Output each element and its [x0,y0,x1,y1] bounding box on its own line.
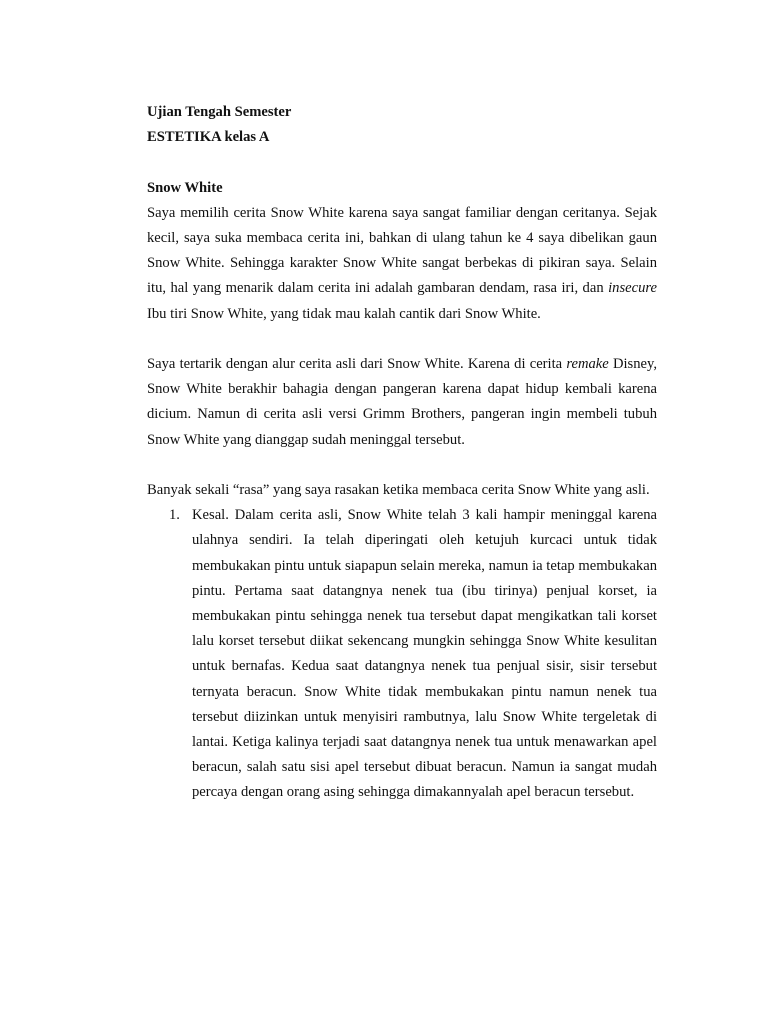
paragraph-3: Banyak sekali “rasa” yang saya rasakan ketika membaca cerita Snow White yang asli. [147,482,650,498]
spacer [147,150,657,175]
paragraph-2-text-a: Saya tertarik dengan alur cerita asli dari Snow White. Karena di cerita [147,356,567,372]
paragraph-1-italic: insecure [608,280,657,297]
paragraph-2-italic: remake [566,356,609,372]
course-title: ESTETIKA kelas A [147,129,270,146]
document-page [147,100,657,806]
list-item-number: 1. [169,507,180,524]
paragraph-2-text-b: Disney, Snow White berakhir bahagia dengan pangeran karena dapat hidup kembali karena dicium. Namun di cerita asli versi Grimm Brothers, pangeran ingin membeli tubuh Snow White yang dianggap sudah meninggal tersebut. [147,356,657,448]
paragraph-1 [147,201,657,327]
numbered-list [147,503,657,805]
exam-title: Ujian Tengah Semester [147,104,292,120]
paragraph-1-text-a: Saya memilih cerita Snow White karena saya sangat familiar dengan ceritanya. Sejak kecil, saya suka membaca cerita ini, bahkan di ulang tahun ke 4 saya dibelikan gaun Snow White. Sehingga karakter Snow White sangat berbekas di pikiran saya. Selain itu, hal yang menarik dalam cerita ini adalah gambaran dendam, rasa iri, dan [147,204,657,297]
spacer [147,453,657,478]
list-item [147,503,657,805]
list-item-text: Kesal. Dalam cerita asli, Snow White telah 3 kali hampir meninggal karena ulahnya sendiri. Ia telah diperingati oleh ketujuh kurcaci untuk tidak membukakan pintu untuk siapapun selain mereka, namun ia tetap membukakan pintu. Pertama saat datangnya nenek tua (ibu tirinya) penjual korset, ia membukakan pintu sehingga nenek tua tersebut dapat mengikatkan tali korset lalu korset tersebut diikat sekencang mungkin sehingga Snow White kesulitan untuk bernafas. Kedua saat datangnya nenek tua penjual sisir, sisir tersebut ternyata beracun. Snow White tidak membukakan pintu namun nenek tua tersebut diizinkan untuk menyisiri rambutnya, lalu Snow White tergeletak di lantai. Ketiga kalinya terjadi saat datangnya nenek tua untuk menawarkan apel beracun, salah satu sisi apel tersebut dibuat beracun. Namun ia sangat mudah percaya dengan orang asing sehingga dimakannyalah apel beracun tersebut. [192,507,657,801]
paragraph-2 [147,352,657,453]
section-title: Snow White [147,179,223,196]
paragraph-1-text-b: Ibu tiri Snow White, yang tidak mau kalah cantik dari Snow White. [147,305,541,322]
spacer [147,327,657,352]
